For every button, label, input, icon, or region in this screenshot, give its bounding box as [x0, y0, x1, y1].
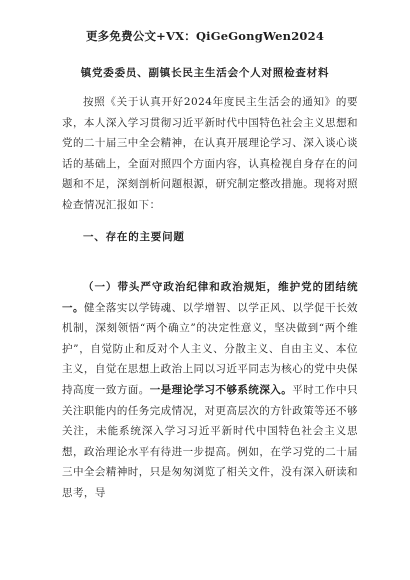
section-heading: 一、存在的主要问题 — [83, 231, 185, 243]
problem-body: 平时工作中只关注职能内的任务完成情况，对更高层次的方针政策等还不够关注，未能系统深入学习习近平新时代中国特色社会主义思想，政治理论水平有待进一步提高。例如，在学习党的二十届三中全会精神时，只是匆匆浏览了相关文件，没有深入研读和思考，导 — [62, 383, 358, 499]
document-title: 镇党委委员、副镇长民主生活会个人对照检查材料 — [80, 67, 330, 79]
section-paragraph — [62, 277, 358, 504]
problem-title: 一是理论学习不够系统深入。 — [149, 383, 293, 396]
promo-banner: 更多免费公文+VX：QiGeGongWen2024 — [85, 29, 325, 43]
item-body: 健全落实以学铸魂、以学增智、以学正风、以学促干长效机制，深刻领悟“两个确立”的决定性意义，坚决做到“两个维护”，自觉防止和反对个人主义、分散主义、自由主义、本位主义，自觉在思想上政治上同以习近平同志为核心的党中央保持高度一致方面。 — [62, 301, 359, 396]
item-title: （一）带头严守政治纪律和政治规矩，维护党的团结统一。 — [62, 281, 358, 314]
intro-paragraph: 按照《关于认真开好2024年度民主生活会的通知》的要求，本人深入学习贯彻习近平新时代中国特色社会主义思想和党的二十届三中全会精神，在认真开展理论学习、深入谈心谈话的基础上，全面对照四个方面内容，认真检视自身存在的问题和不足，深刻剖析问题根源，研究制定整改措施。现将对照检查情况汇报如下： — [62, 96, 358, 211]
